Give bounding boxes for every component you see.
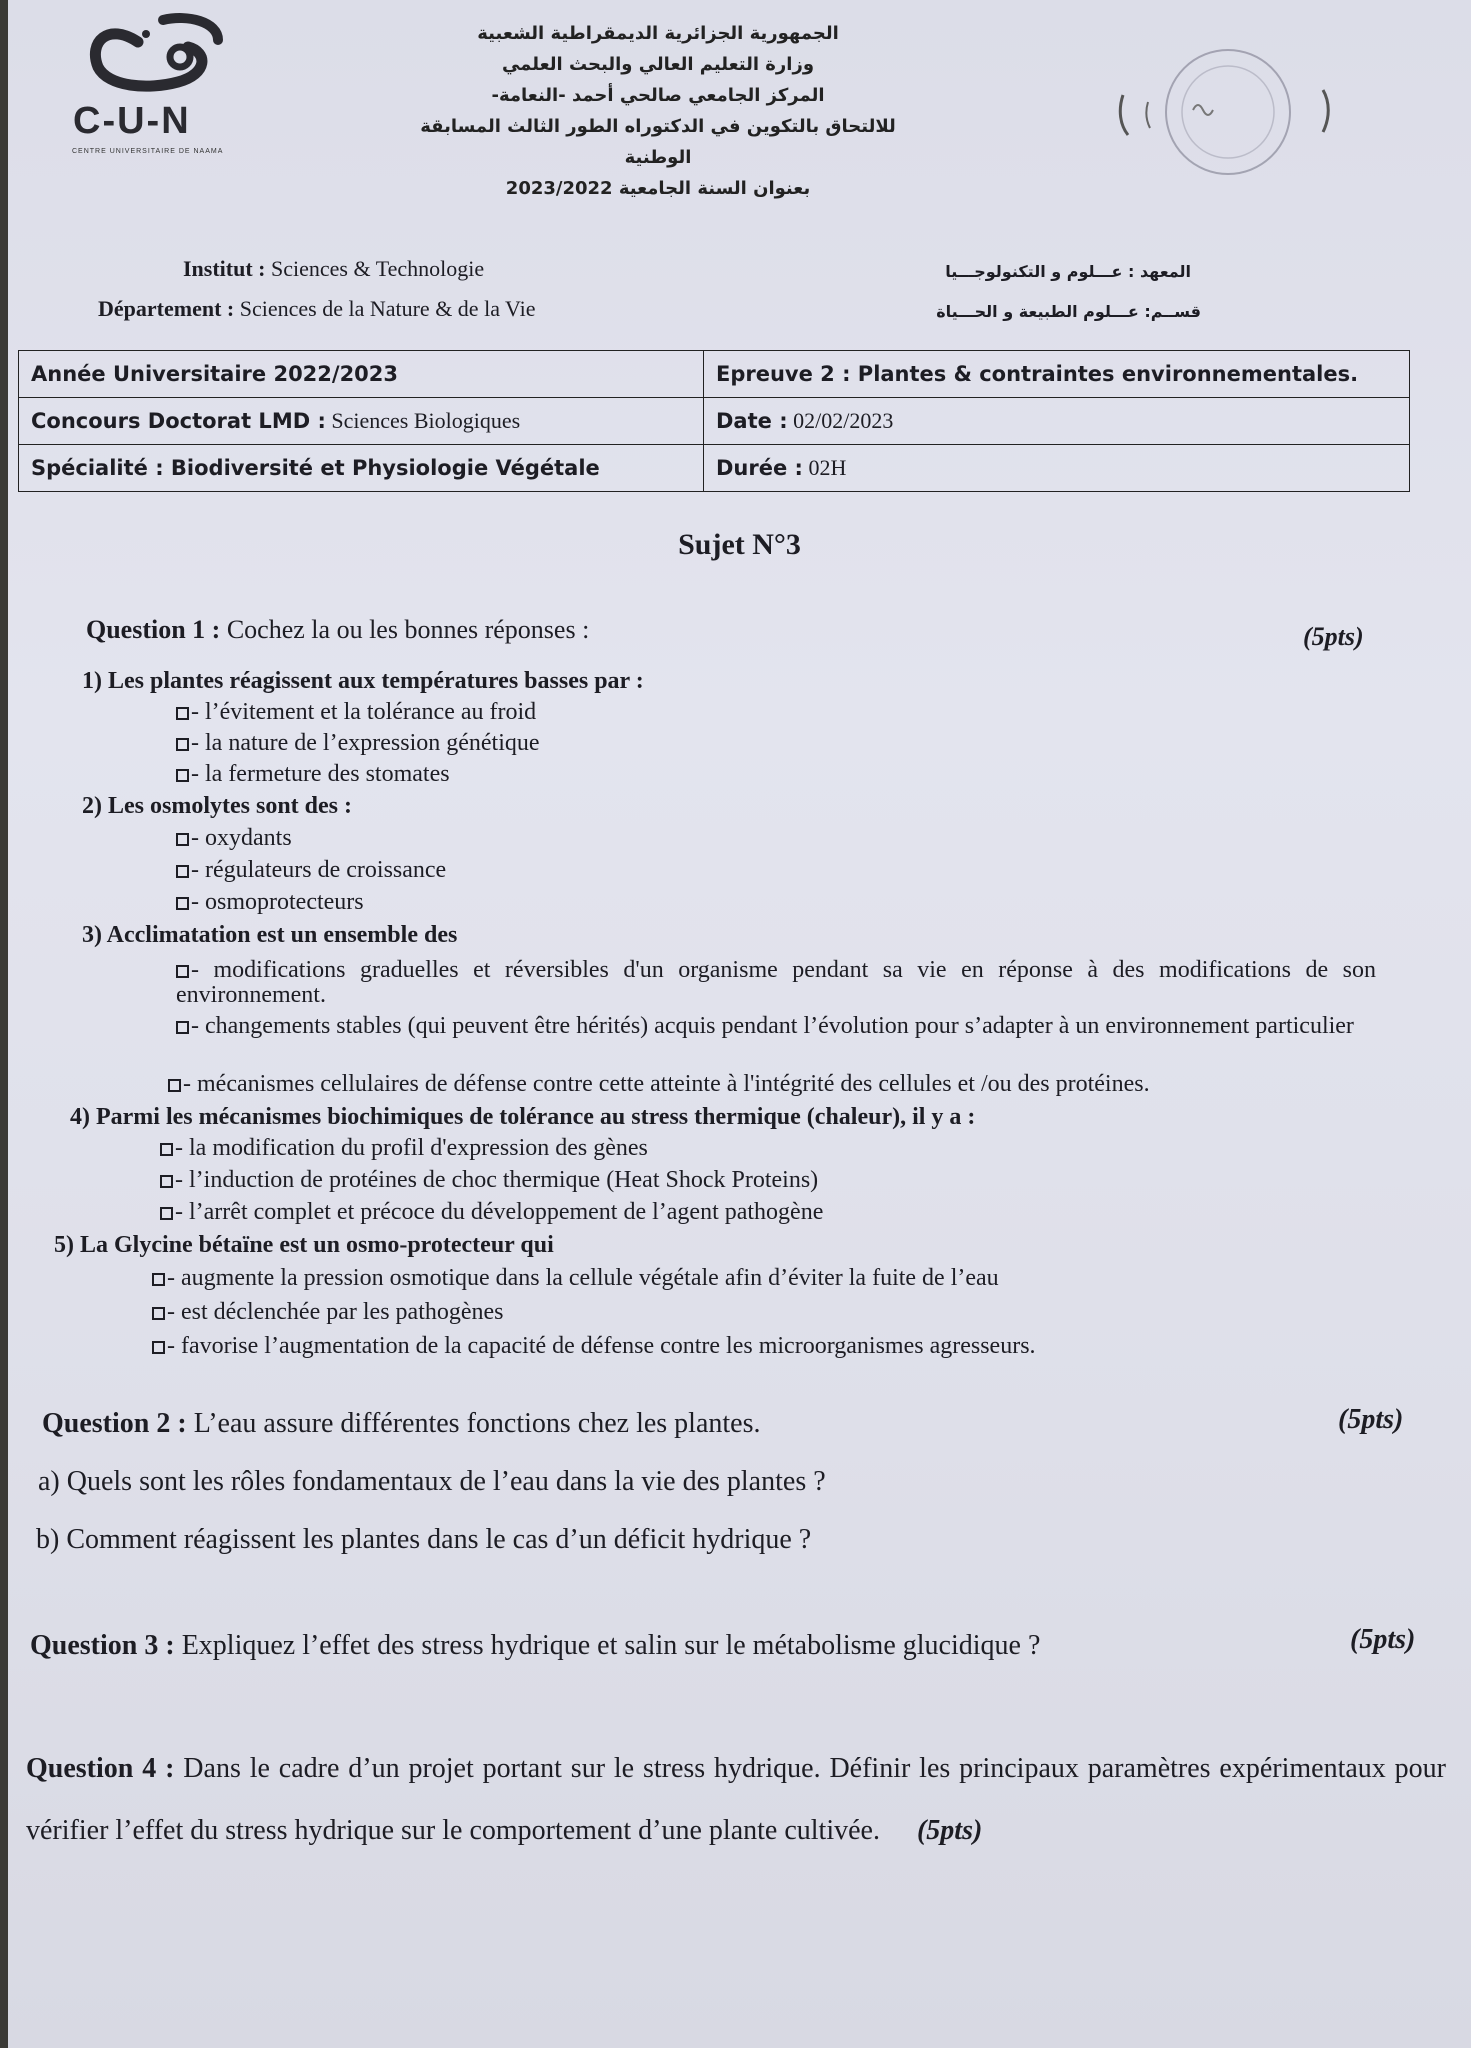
answer-checkbox[interactable] bbox=[176, 897, 189, 910]
answer-checkbox[interactable] bbox=[176, 1021, 189, 1034]
date-value: 02/02/2023 bbox=[793, 408, 894, 433]
question2-points: (5pts) bbox=[1338, 1404, 1404, 1435]
logo-subtitle: CENTRE UNIVERSITAIRE DE NAAMA bbox=[72, 148, 224, 155]
epreuve-cell: Epreuve 2 : Plantes & contraintes environnementales. bbox=[704, 351, 1410, 398]
question2-header bbox=[42, 1408, 760, 1440]
departement-arabic: قســم: عـــلوم الطبيعة و الحـــياة bbox=[936, 302, 1201, 321]
stamp-icon bbox=[1108, 40, 1338, 180]
answer-checkbox[interactable] bbox=[160, 1207, 173, 1220]
institut-label: Institut : bbox=[183, 256, 266, 281]
question3-label: Question 3 : bbox=[30, 1630, 175, 1661]
departement-value: Sciences de la Nature & de la Vie bbox=[239, 296, 536, 321]
question3-text: Expliquez l’effet des stress hydrique et salin sur le métabolisme glucidique ? bbox=[181, 1630, 1041, 1661]
header-line: المركز الجامعي صالحي أحمد -النعامة- bbox=[491, 85, 825, 106]
university-logo bbox=[68, 12, 268, 162]
q1-option: - modifications graduelles et réversibles d'un organisme pendant sa vie en réponse à des modifications de son environnement. bbox=[176, 957, 1376, 1008]
concours-value: Sciences Biologiques bbox=[331, 408, 521, 433]
answer-checkbox[interactable] bbox=[152, 1273, 165, 1286]
q1-option: - changements stables (qui peuvent être hérités) acquis pendant l’évolution pour s’adapter à un environnement particulier bbox=[176, 1014, 1376, 1039]
question1-points: (5pts) bbox=[1303, 622, 1364, 651]
answer-checkbox[interactable] bbox=[176, 707, 189, 720]
q1-option: - l’arrêt complet et précoce du développement de l’agent pathogène bbox=[160, 1200, 823, 1225]
q1-option: - la modification du profil d'expression des gènes bbox=[160, 1136, 648, 1161]
header-line: وزارة التعليم العالي والبحث العلمي bbox=[501, 54, 815, 75]
header-line: بعنوان السنة الجامعية 2023/2022 bbox=[505, 178, 811, 199]
institut-arabic: المعهد : عـــلوم و التكنولوجـــيا bbox=[945, 262, 1191, 281]
exam-paper bbox=[8, 0, 1471, 2048]
table-row bbox=[19, 445, 1410, 492]
q1-option: - oxydants bbox=[176, 826, 292, 851]
exam-info-table bbox=[18, 350, 1410, 492]
departement-line bbox=[98, 296, 536, 322]
logo-emblem-icon bbox=[68, 12, 268, 102]
specialite-cell: Spécialité : Biodiversité et Physiologie Végétale bbox=[19, 445, 704, 492]
q1-option: - la fermeture des stomates bbox=[176, 762, 450, 787]
question2-label: Question 2 : bbox=[42, 1408, 187, 1439]
q1-item-title: 3) Acclimatation est un ensemble des bbox=[82, 922, 458, 948]
q1-option: - régulateurs de croissance bbox=[176, 858, 446, 883]
annee-cell: Année Universitaire 2022/2023 bbox=[19, 351, 704, 398]
answer-checkbox[interactable] bbox=[176, 965, 189, 978]
q1-option: - la nature de l’expression génétique bbox=[176, 731, 540, 756]
answer-checkbox[interactable] bbox=[160, 1175, 173, 1188]
institut-line bbox=[183, 256, 484, 282]
duree-cell bbox=[704, 445, 1410, 492]
table-row bbox=[19, 398, 1410, 445]
subject-title: Sujet N°3 bbox=[678, 528, 801, 561]
answer-checkbox[interactable] bbox=[152, 1307, 165, 1320]
q1-option: - osmoprotecteurs bbox=[176, 890, 364, 915]
q1-option: - augmente la pression osmotique dans la cellule végétale afin d’éviter la fuite de l’eau bbox=[152, 1266, 999, 1291]
question1-header bbox=[86, 615, 589, 645]
q1-item-title: 4) Parmi les mécanismes biochimiques de tolérance au stress thermique (chaleur), il y a : bbox=[70, 1104, 976, 1130]
question1-label: Question 1 : bbox=[86, 615, 221, 644]
header-line: الجمهورية الجزائرية الديمقراطية الشعبية bbox=[477, 23, 839, 44]
q1-option: - favorise l’augmentation de la capacité de défense contre les microorganismes agresseurs. bbox=[152, 1334, 1036, 1359]
question3-header bbox=[30, 1630, 1040, 1662]
answer-checkbox[interactable] bbox=[160, 1143, 173, 1156]
question4-points: (5pts) bbox=[916, 1815, 983, 1846]
q1-option: - l’induction de protéines de choc thermique (Heat Shock Proteins) bbox=[160, 1168, 818, 1193]
answer-checkbox[interactable] bbox=[176, 865, 189, 878]
q1-item-title: 1) Les plantes réagissent aux températures basses par : bbox=[82, 668, 644, 694]
date-label: Date : bbox=[716, 409, 788, 433]
question2-b: b) Comment réagissent les plantes dans le cas d’un déficit hydrique ? bbox=[36, 1524, 812, 1555]
q1-item-title: 2) Les osmolytes sont des : bbox=[82, 793, 352, 819]
q1-item-title: 5) La Glycine bétaïne est un osmo-protecteur qui bbox=[54, 1232, 554, 1258]
question4-text: Dans le cadre d’un projet portant sur le stress hydrique. Définir les principaux paramètres expérimentaux pour vérifier l’effet du stress hydrique sur le comportement d’une plante cultivée. bbox=[26, 1753, 1446, 1846]
concours-label: Concours Doctorat LMD : bbox=[31, 409, 326, 433]
question1-text: Cochez la ou les bonnes réponses : bbox=[226, 615, 590, 644]
answer-checkbox[interactable] bbox=[168, 1079, 181, 1092]
answer-checkbox[interactable] bbox=[176, 769, 189, 782]
duree-label: Durée : bbox=[716, 456, 803, 480]
question3-points: (5pts) bbox=[1350, 1624, 1416, 1655]
institut-value: Sciences & Technologie bbox=[271, 256, 485, 281]
duree-value: 02H bbox=[808, 455, 847, 480]
q1-option: - mécanismes cellulaires de défense contre cette atteinte à l'intégrité des cellules et /ou des protéines. bbox=[168, 1072, 1150, 1097]
departement-label: Département : bbox=[98, 296, 235, 321]
logo-text: C-U-N bbox=[73, 100, 191, 142]
q1-option: - l’évitement et la tolérance au froid bbox=[176, 700, 536, 725]
question2-a: a) Quels sont les rôles fondamentaux de l’eau dans la vie des plantes ? bbox=[38, 1466, 826, 1497]
answer-checkbox[interactable] bbox=[176, 833, 189, 846]
question2-text: L’eau assure différentes fonctions chez les plantes. bbox=[193, 1408, 761, 1439]
concours-cell bbox=[19, 398, 704, 445]
date-cell bbox=[704, 398, 1410, 445]
answer-checkbox[interactable] bbox=[176, 738, 189, 751]
official-stamp bbox=[1108, 40, 1338, 180]
answer-checkbox[interactable] bbox=[152, 1341, 165, 1354]
question4-block bbox=[26, 1738, 1446, 1862]
q1-option: - est déclenchée par les pathogènes bbox=[152, 1300, 504, 1325]
header-line: للالتحاق بالتكوين في الدكتوراه الطور الثالث المسابقة الوطنية bbox=[420, 116, 896, 168]
question4-label: Question 4 : bbox=[26, 1753, 175, 1784]
arabic-header bbox=[388, 18, 928, 204]
table-row bbox=[19, 351, 1410, 398]
